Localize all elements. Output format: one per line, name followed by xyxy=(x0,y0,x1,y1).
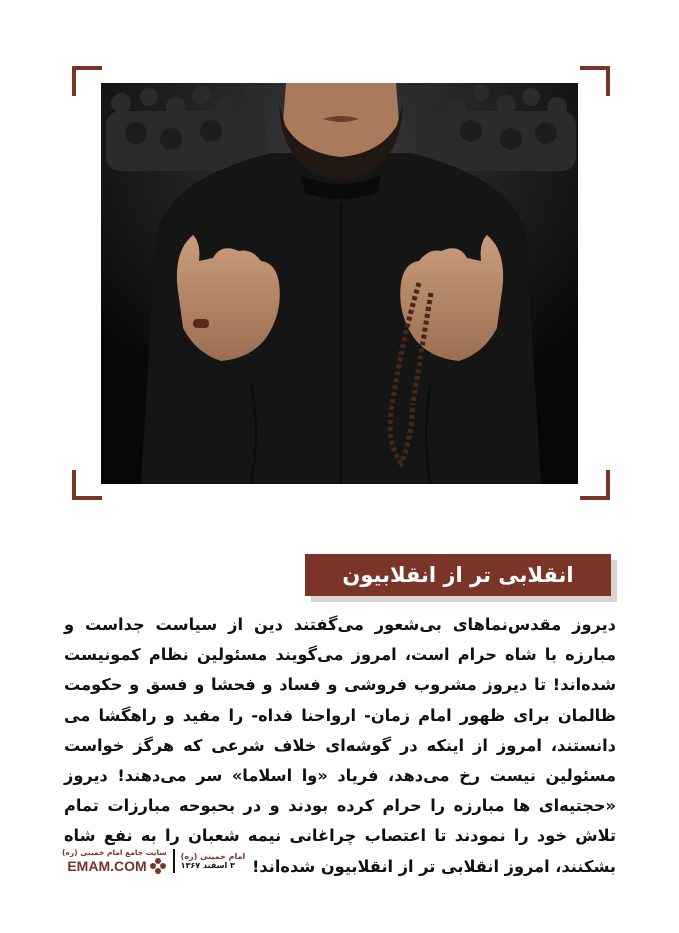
frame-corner-top-left xyxy=(72,66,102,96)
credit-date: ۳ اسفند ۱۳۶۷ xyxy=(180,861,235,870)
credit-block xyxy=(181,852,246,870)
praying-man-photo xyxy=(101,83,578,484)
logo-tagline: سایت جامع امام خمینی (ره) xyxy=(62,847,167,857)
footer-divider xyxy=(173,849,175,873)
quote-text: دیروز مقدس‌نماهای بی‌شعور می‌گفتند دین از سیاست جداست و مبارزه با شاه حرام است، امروز می‌گویند مسئولین نظام کمونیست شده‌اند! تا دیروز مشروب فروشی و فساد و فحشا و فسق و حکومت ظالمان برای ظهور امام زمان- ارواحنا فداه- را مفید و راهگشا می دانستند، امروز از اینکه در گوشه‌ای خلاف شرعی که هرگز خواست مسئولین نیست رخ می‌دهد، فریاد «وا اسلاما» سر می‌دهند! دیروز «حجتیه‌ای ها مبارزه را حرام کرده بودند و در بحبوحه مبارزات تمام تلاش خود را نمودند تا اعتصاب چراغانی نیمه شعبان را به نفع شاه بشکنند، امروز انقلابی تر از انقلابیون شده‌اند! xyxy=(64,615,616,876)
footer-credit xyxy=(62,846,245,876)
title-banner xyxy=(305,554,611,596)
logo-text: EMAM.COM xyxy=(67,857,147,874)
frame-corner-bottom-left xyxy=(72,470,102,500)
flower-logo-icon xyxy=(149,857,167,875)
page-title: انقلابی تر از انقلابیون xyxy=(342,563,574,587)
frame-corner-bottom-right xyxy=(580,470,610,500)
credit-name: امام خمینی (ره) xyxy=(180,852,246,861)
site-logo[interactable] xyxy=(62,848,167,875)
frame-corner-top-right xyxy=(580,66,610,96)
